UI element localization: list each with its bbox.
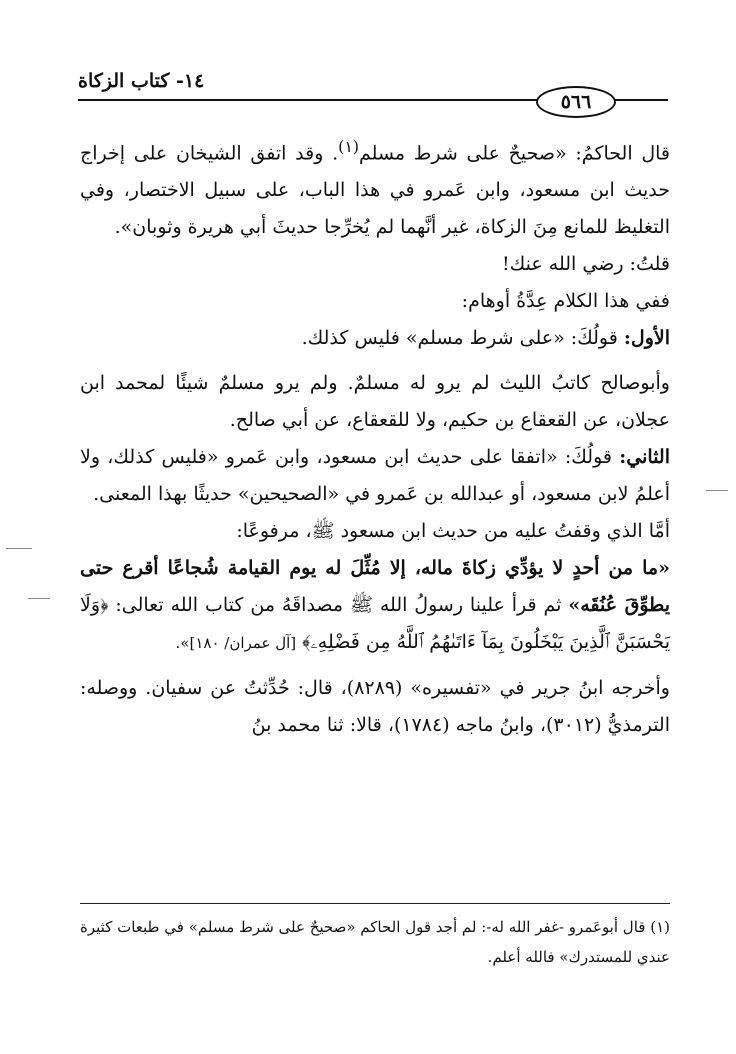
- main-text: [80, 128, 670, 744]
- point-label: الأول:: [623, 327, 670, 350]
- page-number: ٥٦٦: [536, 86, 616, 118]
- paragraph: [80, 550, 670, 662]
- quran-reference: [آل عمران/ ١٨٠]».: [175, 634, 297, 653]
- paragraph: [80, 320, 670, 357]
- footnote-rule: [80, 903, 670, 904]
- paragraph: وأبوصالح كاتبُ الليث لم يرو له مسلمٌ. ولم يرو مسلمٌ شيئًا لمحمد ابن عجلان، عن القعقاع بن حكيم، ولا للقعقاع، عن أبي صالح.: [80, 372, 670, 432]
- text-span: قال الحاكمُ: «صحيحٌ على شرط مسلم: [359, 142, 671, 165]
- text-span: قولُكَ: «اتفقا على حديث ابن مسعود، وابن عَمرو «فليس كذلك، ولا أعلمُ لابن مسعود، أو عبدالله بن عَمرو في «الصحيحين» حديثًا بهذا المعنى.: [80, 446, 670, 506]
- chapter-title: ١٤- كتاب الزكاة: [78, 70, 205, 92]
- text-span: . وقد اتفق الشيخان على إخراج حديث ابن مسعود، وابن عَمرو في هذا الباب، على سبيل الاختصار، وفي التغليظ للمانع مِنَ الزكاة، غير أنَّهما لم يُخرِّجا حديثَ أبي هريرة وثوبان».: [80, 142, 670, 239]
- point-label: الثاني:: [619, 446, 670, 469]
- paragraph: [80, 439, 670, 513]
- margin-mark: [28, 598, 50, 599]
- margin-mark: [6, 548, 32, 549]
- text-span: ثم قرأ علينا رسولُ الله ﷺ مصداقَهُ من كتاب الله تعالى:: [115, 594, 562, 617]
- text-span: قولُكَ: «على شرط مسلم» فليس كذلك.: [301, 327, 618, 350]
- footnote: (١) قال أبوعَمرو -غفر الله له-: لم أجد قول الحاكم «صحيحٌ على شرط مسلم» في طبعات كثيرة عندي للمستدرك» فالله أعلم.: [80, 918, 670, 966]
- paragraph: أمَّا الذي وقفتُ عليه من حديث ابن مسعود ﷺ، مرفوعًا:: [236, 520, 670, 543]
- paragraph: قلتُ: رضي الله عنك!: [502, 253, 670, 276]
- footnote-ref: (١): [338, 137, 360, 156]
- paragraph: [80, 128, 670, 246]
- paragraph: وأخرجه ابنُ جرير في «تفسيره» (٨٢٨٩)، قال: حُدِّثتُ عن سفيان. ووصله: الترمذيُّ (٣٠١٢)، وابنُ ماجه (١٧٨٤)، قالا: ثنا محمد بنُ: [80, 677, 670, 737]
- margin-mark: [706, 490, 728, 491]
- quran-verse: ﴿وَلَا يَحْسَبَنَّ ٱلَّذِينَ يَبْخَلُونَ بِمَآ ءَاتَىٰهُمُ ٱللَّهُ مِن فَضْلِهِۦ﴾: [80, 594, 670, 654]
- paragraph: ففي هذا الكلام عِدَّةُ أوهام:: [461, 290, 670, 313]
- hadith-text: «ما من أحدٍ لا يؤدِّي زكاةَ ماله، إلا مُثِّلَ له يوم القيامة شُجاعًا أقرع حتى يطوِّقَ عُنُقَه»: [80, 557, 671, 617]
